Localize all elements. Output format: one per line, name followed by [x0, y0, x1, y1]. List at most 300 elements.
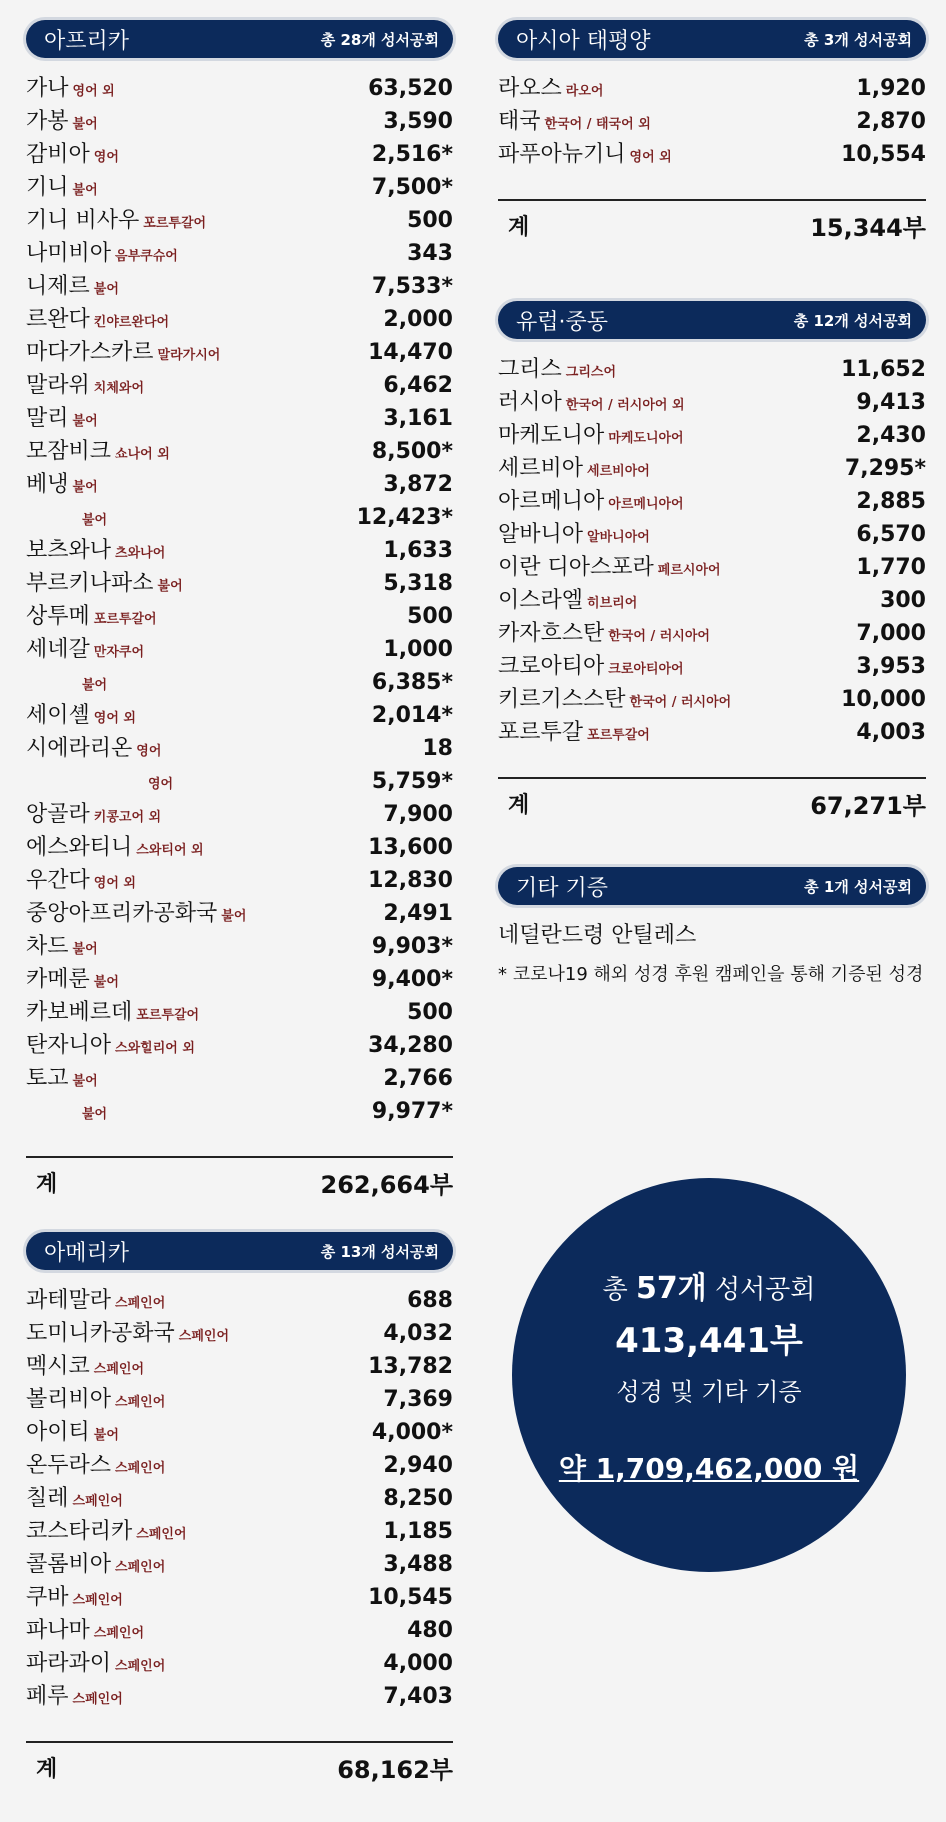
europe-total	[498, 777, 926, 827]
copies-value: 5,759*	[371, 769, 453, 794]
africa-title: 아프리카	[44, 28, 130, 54]
copies-value: 7,533*	[371, 274, 453, 299]
summary-copies: 413,441부	[615, 1321, 803, 1361]
country-name	[26, 1029, 195, 1065]
list-item	[498, 138, 926, 171]
summary-amount: 약 1,709,462,000 원	[558, 1452, 860, 1485]
copies-value: 1,770	[856, 555, 926, 580]
language-label: 포르투갈어	[143, 216, 207, 231]
copies-value: 3,872	[383, 472, 453, 497]
language-label: 영어	[136, 744, 162, 759]
copies-value: 4,000*	[371, 1420, 453, 1445]
country-name	[26, 468, 98, 504]
list-item	[26, 501, 453, 534]
copies-value: 9,903*	[371, 934, 453, 959]
list-item	[26, 1680, 453, 1713]
country-name	[498, 584, 637, 620]
language-label: 영어 외	[93, 876, 136, 891]
language-label: 알바니아어	[587, 530, 650, 545]
language-label: 포르투갈어	[136, 1008, 200, 1023]
list-item	[498, 650, 926, 683]
europe-count: 총 12개 성서공회	[793, 311, 912, 330]
summary-count: 57개	[635, 1271, 707, 1306]
list-item	[498, 72, 926, 105]
americas-total-label: 계	[36, 1756, 58, 1782]
country-label: 시에라리온	[26, 736, 133, 761]
list-item	[26, 1062, 453, 1095]
language-label: 아르메니아어	[608, 497, 684, 512]
copies-value: 500	[407, 208, 453, 233]
country-label: 도미니카공화국	[26, 1321, 175, 1346]
copies-value: 7,000	[856, 621, 926, 646]
list-item	[26, 270, 453, 303]
language-label: 불어	[93, 975, 119, 990]
language-label: 영어	[93, 150, 119, 165]
country-label: 우간다	[26, 868, 90, 893]
country-name	[498, 617, 710, 653]
country-label: 카메룬	[26, 967, 90, 992]
copies-value: 10,000	[841, 687, 926, 712]
country-name	[498, 138, 672, 174]
country-label: 가봉	[26, 109, 69, 134]
other-item: 네덜란드령 안틸레스	[498, 923, 697, 948]
language-label: 영어 외	[629, 150, 672, 165]
country-label: 러시아	[498, 390, 562, 415]
country-label: 코스타리카	[26, 1519, 133, 1544]
list-item	[26, 831, 453, 864]
language-label: 불어	[221, 909, 247, 924]
country-name	[26, 1350, 144, 1386]
country-name	[26, 1095, 107, 1131]
language-label: 라오어	[565, 84, 604, 99]
list-item	[26, 369, 453, 402]
country-name	[26, 1383, 165, 1419]
language-label: 한국어 / 러시아어 외	[565, 398, 685, 413]
country-label: 그리스	[498, 357, 562, 382]
country-name	[498, 485, 684, 521]
copies-value: 500	[407, 604, 453, 629]
summary-desc: 성경 및 기타 기증	[616, 1378, 802, 1406]
copies-value: 7,369	[383, 1387, 453, 1412]
copies-value: 8,500*	[371, 439, 453, 464]
footnote: * 코로나19 해외 성경 후원 캠페인을 통해 기증된 성경	[498, 964, 924, 985]
right-column	[498, 20, 926, 986]
country-name	[26, 270, 119, 306]
list-item	[26, 765, 453, 798]
copies-value: 9,400*	[371, 967, 453, 992]
copies-value: 2,491	[383, 901, 453, 926]
country-label: 상투메	[26, 604, 90, 629]
language-label: 불어	[72, 183, 98, 198]
list-item	[498, 551, 926, 584]
copies-value: 12,423*	[356, 505, 453, 530]
country-name	[26, 1062, 98, 1098]
asia-section	[498, 20, 926, 249]
country-label: 나미비아	[26, 241, 112, 266]
language-label: 페르시아어	[657, 563, 721, 578]
copies-value: 3,590	[383, 109, 453, 134]
country-name	[26, 138, 119, 174]
language-label: 스페인어	[115, 1296, 166, 1311]
country-name	[498, 105, 651, 141]
copies-value: 2,000	[383, 307, 453, 332]
country-name	[26, 633, 144, 669]
language-label: 스페인어	[72, 1692, 123, 1707]
language-label: 불어	[93, 282, 119, 297]
language-label: 스페인어	[115, 1461, 166, 1476]
copies-value: 3,161	[383, 406, 453, 431]
language-label: 히브리어	[587, 596, 638, 611]
country-label: 아이티	[26, 1420, 90, 1445]
list-item	[26, 1647, 453, 1680]
language-label: 스페인어	[93, 1362, 144, 1377]
list-item	[26, 897, 453, 930]
europe-total-label: 계	[508, 792, 530, 818]
country-name	[26, 798, 161, 834]
language-label: 음부쿠슈어	[115, 249, 178, 264]
language-label: 영어 외	[93, 711, 136, 726]
copies-value: 6,385*	[371, 670, 453, 695]
list-item	[26, 1383, 453, 1416]
list-item	[498, 919, 926, 952]
copies-value: 480	[407, 1618, 453, 1643]
list-item	[498, 485, 926, 518]
language-label: 불어	[82, 678, 108, 693]
copies-value: 4,000	[383, 1651, 453, 1676]
country-name	[26, 1515, 187, 1551]
copies-value: 2,430	[856, 423, 926, 448]
copies-value: 1,185	[383, 1519, 453, 1544]
list-item	[498, 105, 926, 138]
country-label: 페루	[26, 1684, 69, 1709]
language-label: 말라가시어	[157, 348, 221, 363]
language-label: 불어	[82, 1107, 108, 1122]
country-label: 베냉	[26, 472, 69, 497]
country-label: 토고	[26, 1066, 69, 1091]
copies-value: 10,554	[841, 142, 926, 167]
americas-total-value: 68,162부	[337, 1755, 453, 1784]
country-label: 키르기스스탄	[498, 687, 626, 712]
list-item	[26, 72, 453, 105]
country-name	[498, 386, 685, 422]
country-name	[26, 765, 173, 801]
list-item	[498, 452, 926, 485]
list-item	[498, 617, 926, 650]
country-label: 파라과이	[26, 1651, 112, 1676]
country-name	[26, 1614, 144, 1650]
americas-list	[26, 1284, 453, 1713]
country-name	[498, 683, 731, 719]
country-name	[26, 1416, 119, 1452]
africa-count: 총 28개 성서공회	[320, 30, 439, 49]
list-item	[26, 1095, 453, 1128]
asia-total-label: 계	[508, 214, 530, 240]
country-name	[26, 72, 115, 108]
country-label: 니제르	[26, 274, 90, 299]
list-item	[26, 1548, 453, 1581]
copies-value: 343	[407, 241, 453, 266]
language-label: 치체와어	[93, 381, 144, 396]
country-name	[26, 105, 98, 141]
copies-value: 3,488	[383, 1552, 453, 1577]
country-label: 라오스	[498, 76, 562, 101]
list-item	[26, 1317, 453, 1350]
language-label: 포르투갈어	[587, 728, 650, 743]
country-label: 파나마	[26, 1618, 90, 1643]
language-label: 스페인어	[72, 1494, 123, 1509]
copies-value: 34,280	[368, 1033, 453, 1058]
list-item	[498, 683, 926, 716]
copies-value: 3,953	[856, 654, 926, 679]
country-label: 앙골라	[26, 802, 90, 827]
country-label: 보츠와나	[26, 538, 112, 563]
americas-section	[26, 1232, 453, 1791]
country-label: 기니	[26, 175, 69, 200]
list-item	[26, 699, 453, 732]
africa-total-value: 262,664부	[320, 1170, 453, 1199]
left-column	[26, 20, 453, 1791]
list-item	[26, 1614, 453, 1647]
asia-title: 아시아 태평양	[516, 28, 651, 54]
language-label: 스페인어	[93, 1626, 144, 1641]
language-label: 포르투갈어	[93, 612, 157, 627]
list-item	[498, 584, 926, 617]
country-label: 탄자니아	[26, 1033, 112, 1058]
country-name	[26, 963, 119, 999]
language-label: 츠와나어	[115, 546, 166, 561]
country-label: 태국	[498, 109, 541, 134]
summary-circle	[512, 1178, 906, 1572]
language-label: 불어	[72, 1074, 98, 1089]
country-name	[26, 1317, 229, 1353]
language-label: 그리스어	[565, 365, 616, 380]
list-item	[26, 105, 453, 138]
country-name	[26, 336, 220, 372]
country-label: 크로아티아	[498, 654, 605, 679]
country-name	[498, 518, 650, 554]
country-name	[26, 1482, 123, 1518]
language-label: 한국어 / 러시아어	[608, 629, 710, 644]
language-label: 불어	[93, 1428, 119, 1443]
country-name	[26, 1449, 165, 1485]
country-label: 에스와티니	[26, 835, 133, 860]
copies-value: 9,977*	[371, 1099, 453, 1124]
list-item	[26, 303, 453, 336]
country-name	[26, 1284, 165, 1320]
asia-header	[498, 20, 926, 58]
list-item	[498, 353, 926, 386]
country-name	[26, 699, 136, 735]
list-item	[498, 518, 926, 551]
copies-value: 12,830	[368, 868, 453, 893]
list-item	[26, 1350, 453, 1383]
list-item	[26, 1029, 453, 1062]
country-label: 이스라엘	[498, 588, 584, 613]
list-item	[26, 138, 453, 171]
list-item	[26, 534, 453, 567]
country-name	[26, 171, 98, 207]
americas-count: 총 13개 성서공회	[320, 1242, 439, 1261]
other-header	[498, 867, 926, 905]
copies-value: 10,545	[368, 1585, 453, 1610]
language-label: 불어	[82, 513, 108, 528]
country-name	[498, 551, 721, 587]
language-label: 영어 외	[72, 84, 115, 99]
copies-value: 5,318	[383, 571, 453, 596]
country-label: 말리	[26, 406, 69, 431]
language-label: 크로아티아어	[608, 662, 684, 677]
country-label: 가나	[26, 76, 69, 101]
europe-title: 유럽·중동	[516, 309, 609, 335]
list-item	[26, 435, 453, 468]
summary-prefix: 총	[602, 1275, 628, 1305]
copies-value: 7,500*	[371, 175, 453, 200]
country-label: 중앙아프리카공화국	[26, 901, 218, 926]
list-item	[26, 1515, 453, 1548]
country-name	[26, 303, 169, 339]
country-label: 세네갈	[26, 637, 90, 662]
country-name	[498, 716, 650, 752]
language-label: 영어	[148, 777, 174, 792]
copies-value: 18	[422, 736, 453, 761]
list-item	[26, 996, 453, 1029]
country-label: 알바니아	[498, 522, 584, 547]
copies-value: 4,003	[856, 720, 926, 745]
language-label: 스페인어	[178, 1329, 229, 1344]
copies-value: 4,032	[383, 1321, 453, 1346]
country-label: 카보베르데	[26, 1000, 133, 1025]
country-name	[498, 353, 616, 389]
country-name	[498, 452, 650, 488]
asia-total	[498, 199, 926, 249]
copies-value: 13,782	[368, 1354, 453, 1379]
list-item	[26, 171, 453, 204]
list-item	[26, 1416, 453, 1449]
language-label: 스페인어	[72, 1593, 123, 1608]
list-item	[26, 402, 453, 435]
country-label: 쿠바	[26, 1585, 69, 1610]
list-item	[498, 419, 926, 452]
language-label: 불어	[72, 942, 98, 957]
country-label: 과테말라	[26, 1288, 112, 1313]
country-label: 차드	[26, 934, 69, 959]
copies-value: 7,900	[383, 802, 453, 827]
copies-value: 300	[880, 588, 926, 613]
list-item	[26, 237, 453, 270]
copies-value: 2,014*	[371, 703, 453, 728]
other-section	[498, 867, 926, 986]
country-label: 마케도니아	[498, 423, 605, 448]
language-label: 스페인어	[136, 1527, 187, 1542]
copies-value: 2,870	[856, 109, 926, 134]
country-label: 카자흐스탄	[498, 621, 605, 646]
americas-total	[26, 1741, 453, 1791]
country-name	[26, 930, 98, 966]
americas-header	[26, 1232, 453, 1270]
copies-value: 63,520	[368, 76, 453, 101]
country-name	[26, 897, 246, 933]
country-label: 기니 비사우	[26, 208, 140, 233]
europe-total-value: 67,271부	[810, 791, 926, 820]
country-name	[26, 831, 204, 867]
europe-list	[498, 353, 926, 749]
language-label: 키콩고어 외	[93, 810, 162, 825]
copies-value: 14,470	[368, 340, 453, 365]
list-item	[26, 930, 453, 963]
africa-total-label: 계	[36, 1171, 58, 1197]
country-name	[26, 369, 144, 405]
copies-value: 1,000	[383, 637, 453, 662]
country-label: 이란 디아스포라	[498, 555, 654, 580]
country-label: 멕시코	[26, 1354, 90, 1379]
asia-count: 총 3개 성서공회	[804, 30, 912, 49]
country-label: 감비아	[26, 142, 90, 167]
country-label: 온두라스	[26, 1453, 112, 1478]
list-item	[26, 666, 453, 699]
asia-total-value: 15,344부	[810, 213, 926, 242]
summary-suffix: 성서공회	[714, 1275, 816, 1305]
language-label: 한국어 / 태국어 외	[544, 117, 651, 132]
language-label: 세르비아어	[587, 464, 650, 479]
copies-value: 8,250	[383, 1486, 453, 1511]
language-label: 쇼나어 외	[115, 447, 170, 462]
language-label: 불어	[157, 579, 183, 594]
copies-value: 7,295*	[844, 456, 926, 481]
list-item	[26, 864, 453, 897]
africa-list	[26, 72, 453, 1128]
country-name	[26, 996, 199, 1032]
asia-list	[498, 72, 926, 171]
language-label: 한국어 / 러시아어	[629, 695, 732, 710]
africa-total	[26, 1156, 453, 1206]
language-label: 마케도니아어	[608, 431, 684, 446]
list-item	[26, 732, 453, 765]
language-label: 스페인어	[115, 1560, 166, 1575]
copies-value: 500	[407, 1000, 453, 1025]
copies-value: 1,633	[383, 538, 453, 563]
africa-section	[26, 20, 453, 1206]
country-name	[498, 419, 684, 455]
country-name	[26, 732, 161, 768]
list-item	[26, 633, 453, 666]
country-label: 아르메니아	[498, 489, 605, 514]
country-name	[26, 1680, 123, 1716]
list-item	[498, 716, 926, 749]
country-name	[26, 435, 170, 471]
list-item	[26, 798, 453, 831]
list-item	[26, 600, 453, 633]
country-name	[26, 666, 107, 702]
list-item	[26, 336, 453, 369]
country-name	[26, 501, 107, 537]
copies-value: 2,516*	[371, 142, 453, 167]
country-label: 모잠비크	[26, 439, 112, 464]
country-label: 세이셸	[26, 703, 90, 728]
language-label: 스페인어	[115, 1395, 166, 1410]
country-name	[498, 650, 684, 686]
language-label: 불어	[72, 480, 98, 495]
copies-value: 2,766	[383, 1066, 453, 1091]
copies-value: 2,885	[856, 489, 926, 514]
country-name	[26, 237, 178, 273]
copies-value: 9,413	[856, 390, 926, 415]
language-label: 불어	[72, 117, 98, 132]
country-name	[26, 402, 98, 438]
country-label: 르완다	[26, 307, 90, 332]
list-item	[26, 1449, 453, 1482]
country-name	[26, 1647, 165, 1683]
language-label: 스와티어 외	[136, 843, 204, 858]
